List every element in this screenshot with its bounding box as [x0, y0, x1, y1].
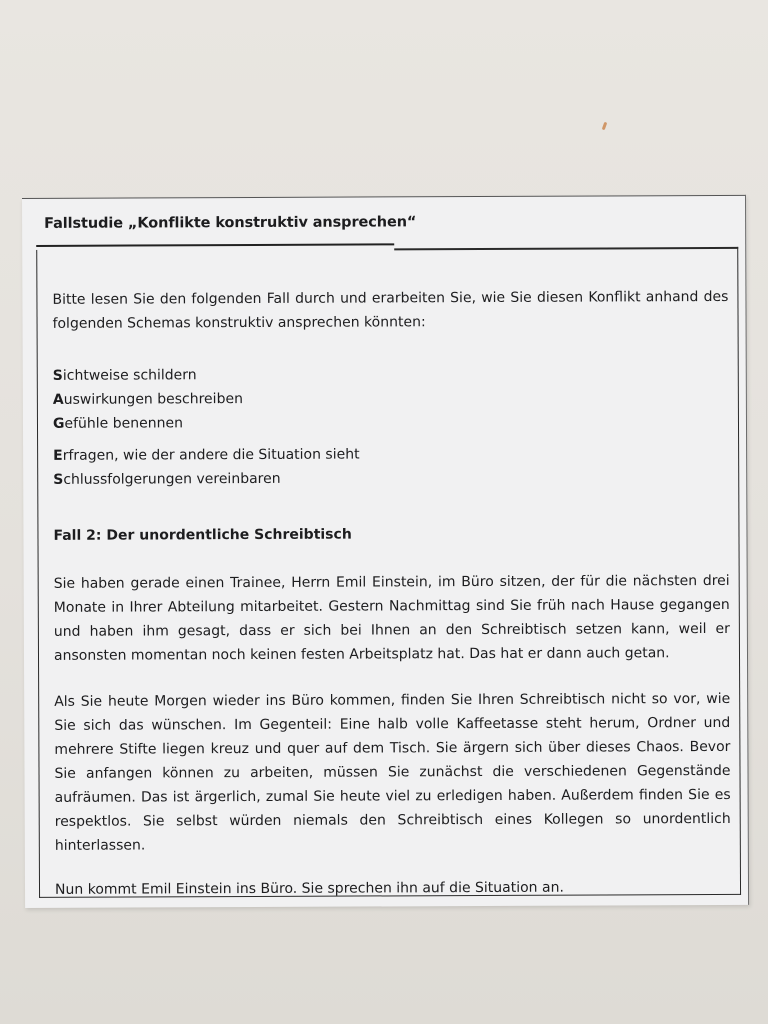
document-title: Fallstudie „Konflikte konstruktiv ansprechen“ — [44, 214, 417, 232]
paper-sheet — [22, 195, 749, 908]
schema-initial: G — [52, 415, 65, 432]
schema-item — [53, 465, 729, 492]
schema-item — [53, 385, 729, 412]
schema-item — [53, 441, 729, 468]
schema-item — [53, 409, 729, 436]
schema-list-1 — [53, 361, 729, 436]
paper-edge-top — [22, 195, 746, 199]
schema-text: ichtweise schildern — [62, 367, 197, 384]
schema-text: rfragen, wie der andere die Situation sieht — [62, 446, 360, 464]
schema-initial: S — [53, 471, 64, 488]
schema-text: uswirkungen beschreiben — [63, 391, 243, 408]
case-paragraph: Sie haben gerade einen Trainee, Herrn Emil Einstein, im Büro sitzen, der für die nächsten drei Monate in Ihrer Abteilung mitarbeitet. Gestern Nachmittag sind Sie früh nach Hause gegangen und haben ihm gesagt, dass er sich bei Ihnen an den Schreibtisch setzen kann, weil er ansonsten momentan noch keinen festen Arbeitsplatz hat. Das hat er dann auch getan. — [53, 572, 730, 664]
schema-text: chlussfolgerungen vereinbaren — [63, 470, 281, 488]
case-paragraph: Nun kommt Emil Einstein ins Büro. Sie sprechen ihn auf die Situation an. — [54, 879, 564, 898]
case-heading: Fall 2: Der unordentliche Schreibtisch — [53, 526, 352, 544]
document-body — [52, 285, 731, 902]
schema-initial: S — [52, 367, 63, 384]
case-paragraph: Als Sie heute Morgen wieder ins Büro kommen, finden Sie Ihren Schreibtisch nicht so vor, wie Sie sich das wünschen. Im Gegenteil: Eine halb volle Kaffeetasse steht herum, Ordner und mehrere Stifte liegen kreuz und quer auf dem Tisch. Sie ärgern sich über dieses Chaos. Bevor Sie anfangen können zu arbeiten, müssen Sie zunächst die verschiedenen Gegenstände aufräumen. Das ist ärgerlich, zumal Sie heute viel zu erledigen haben. Außerdem finden Sie es respektlos. Sie selbst würden niemals den Schreibtisch eines Kollegen so unordentlich hinterlassen. — [54, 690, 731, 854]
schema-item — [53, 361, 729, 388]
wall-speck — [602, 122, 608, 131]
title-underline — [36, 243, 394, 246]
intro-paragraph: Bitte lesen Sie den folgenden Fall durch und erarbeiten Sie, wie Sie diesen Konflikt anhand des folgenden Schemas konstruktiv ansprechen könnten: — [52, 288, 729, 332]
schema-text: efühle benennen — [64, 415, 183, 432]
schema-list-2 — [53, 441, 729, 492]
paper-edge-right — [745, 195, 749, 905]
schema-initial: E — [53, 447, 63, 464]
schema-initial: A — [52, 391, 64, 408]
